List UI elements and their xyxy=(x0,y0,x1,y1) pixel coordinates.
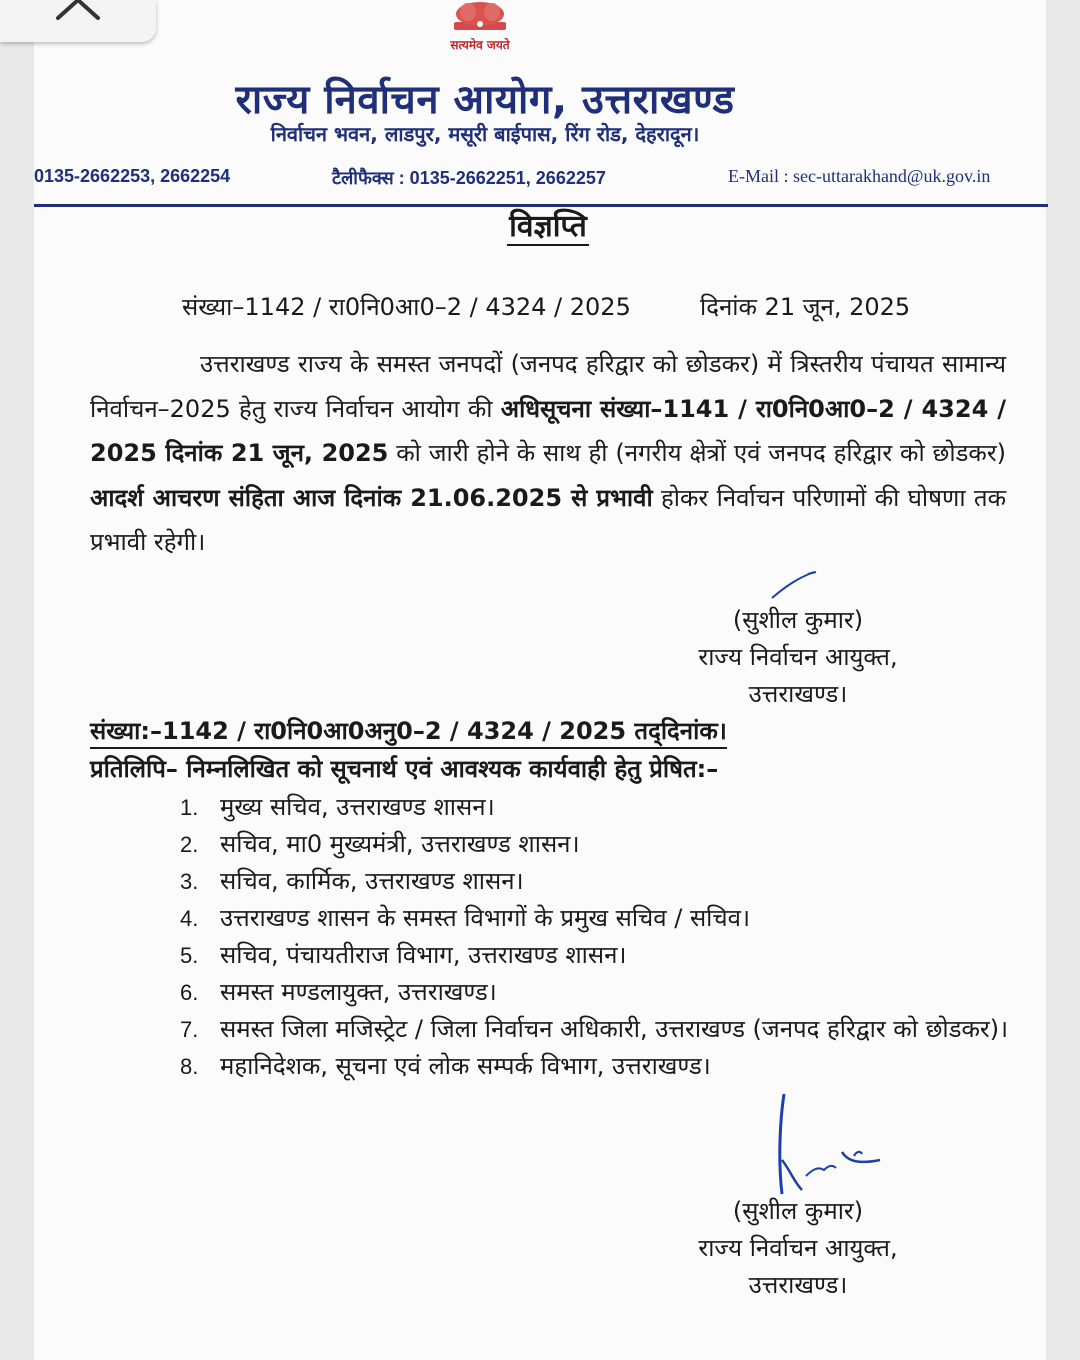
list-item: 4. उत्तराखण्ड शासन के समस्त विभागों के प्रमुख सचिव / सचिव। xyxy=(180,904,751,932)
list-item: 3. सचिव, कार्मिक, उत्तराखण्ड शासन। xyxy=(180,867,524,895)
notification-reference: अधिसूचना संख्या–1141 / रा0नि0आ0–2 / 4324 / 2025 दिनांक 21 जून, 2025 xyxy=(90,394,1006,467)
reference-number: संख्या–1142 / रा0नि0आ0–2 / 4324 / 2025 xyxy=(182,293,631,321)
list-item: 6. समस्त मण्डलायुक्त, उत्तराखण्ड। xyxy=(180,978,497,1006)
office-address: निर्वाचन भवन, लाडपुर, मसूरी बाईपास, रिंग रोड, देहरादून। xyxy=(270,122,700,146)
list-item: 8. महानिदेशक, सूचना एवं लोक सम्पर्क विभाग, उत्तराखण्ड। xyxy=(180,1052,711,1080)
email-address: E-Mail : sec-uttarakhand@uk.gov.in xyxy=(728,166,991,186)
notice-date: दिनांक 21 जून, 2025 xyxy=(700,293,911,321)
initial-mark xyxy=(768,568,828,602)
copy-reference: संख्या:–1142 / रा0नि0आ0अनु0–2 / 4324 / 2025 तद्‌दिनांक। xyxy=(90,714,727,749)
body-text-1: उत्तराखण्ड राज्य के समस्त जनपदों (जनपद हरिद्वार को छोडकर) में त्रिस्तरीय पंचायत सामान्य निर्वाचन–2025 हेतु राज्य निर्वाचन आयोग की xyxy=(90,350,1006,423)
signatory-designation: राज्य निर्वाचन आयुक्त, xyxy=(698,643,898,671)
close-icon xyxy=(55,0,101,20)
list-item: 7. समस्त जिला मजिस्ट्रेट / जिला निर्वाचन अधिकारी, उत्तराखण्ड (जनपद हरिद्वार को छोडकर)। xyxy=(180,1015,1009,1043)
copy-signature-block xyxy=(678,1193,918,1304)
contact-row xyxy=(34,166,1038,192)
signatory-state: उत्तराखण्ड। xyxy=(748,680,848,708)
list-item: 2. सचिव, मा0 मुख्यमंत्री, उत्तराखण्ड शासन। xyxy=(180,830,580,858)
signatory-name: (सुशील कुमार) xyxy=(732,1197,864,1225)
handwritten-signature xyxy=(770,1090,900,1200)
signatory-designation: राज्य निर्वाचन आयुक्त, xyxy=(698,1234,898,1262)
close-button[interactable] xyxy=(0,0,156,42)
recipient-list xyxy=(180,789,1010,1085)
fax-numbers: टैलीफैक्स : 0135-2662251, 2662257 xyxy=(332,168,606,188)
notice-title: विज्ञप्ति xyxy=(509,209,587,244)
ashoka-emblem-icon xyxy=(440,0,520,34)
phone-numbers: 0135-2662253, 2662254 xyxy=(34,166,231,186)
body-text-2: को जारी होने के साथ ही (नगरीय क्षेत्रों एवं जनपद हरिद्वार को छोडकर) xyxy=(388,439,1006,467)
signatory-state: उत्तराखण्ड। xyxy=(748,1271,848,1299)
notice-body xyxy=(90,342,1006,565)
signature-block xyxy=(678,602,918,713)
body-text-3: होकर निर्वाचन परिणामों की घोषणा तक प्रभावी रहेगी। xyxy=(90,483,1007,556)
code-of-conduct-effective: आदर्श आचरण संहिता आज दिनांक 21.06.2025 से प्रभावी xyxy=(90,483,653,512)
list-item: 5. सचिव, पंचायतीराज विभाग, उत्तराखण्ड शासन। xyxy=(180,941,627,969)
copy-intro: प्रतिलिपि– निम्नलिखित को सूचनार्थ एवं आवश्यक कार्यवाही हेतु प्रेषित:– xyxy=(90,755,719,783)
list-item: 1. मुख्य सचिव, उत्तराखण्ड शासन। xyxy=(180,793,495,821)
signatory-name: (सुशील कुमार) xyxy=(732,606,864,634)
emblem-motto: सत्यमेव जयते xyxy=(450,38,510,52)
organization-title: राज्य निर्वाचन आयोग, उत्तराखण्ड xyxy=(235,77,735,123)
